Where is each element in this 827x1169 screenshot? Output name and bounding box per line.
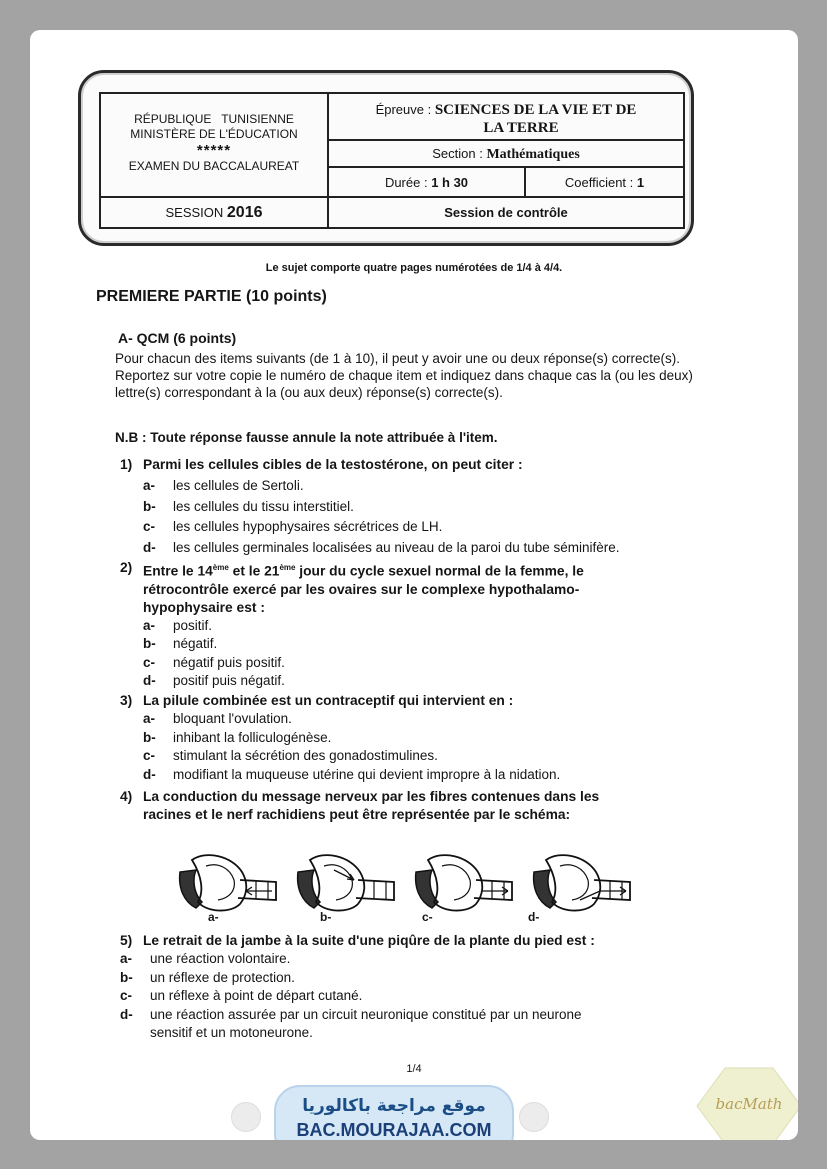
ministry-cell (101, 94, 329, 198)
option-letter: a- (120, 951, 133, 966)
ministry-text: MINISTÈRE DE L'ÉDUCATION (130, 127, 298, 141)
question-4 (120, 788, 599, 824)
duree-label: Durée : (384, 175, 432, 190)
question-sup-b: ème (279, 563, 296, 572)
option (120, 710, 560, 729)
exam-page (30, 30, 798, 1140)
banner-arabic-text: موقع مراجعة باكالوريا (302, 1096, 486, 1116)
nerve-conduction-diagrams (176, 842, 646, 934)
part-title: PREMIERE PARTIE (10 points) (96, 288, 327, 305)
question-2 (120, 559, 584, 691)
diagram-label-b: b- (320, 910, 332, 924)
question-text: La pilule combinée est un contraceptif qui intervient en : (143, 693, 514, 708)
option (120, 477, 620, 496)
option (120, 747, 560, 766)
duree-value: 1 h 30 (431, 175, 469, 190)
option-text: stimulant la sécrétion des gonadostimulines. (173, 748, 438, 763)
option (120, 654, 584, 673)
instructions-paragraph: Pour chacun des items suivants (de 1 à 10), il peut y avoir une ou deux réponse(s) correcte(s). Reportez sur votre copie le numéro de chaque item et indiquez dans chaque cas la (ou les deux) lettre(s) correspondant à la (ou aux deux) réponse(s) correcte(s). (115, 351, 693, 400)
option-text: les cellules de Sertoli. (173, 478, 304, 493)
option-letter: d- (120, 1006, 133, 1022)
option-letter: b- (120, 969, 133, 985)
option (120, 969, 595, 988)
question-text-b: et le 21 (228, 563, 280, 579)
option-text: les cellules du tissu interstitiel. (173, 498, 354, 514)
option-text: un réflexe à point de départ cutané. (150, 988, 363, 1003)
option-text: les cellules hypophysaires sécrétrices de LH. (173, 519, 443, 534)
banner-url-text: BAC.MOURAJAA.COM (296, 1120, 492, 1140)
question-text-line2: rétrocontrôle exercé par les ovaires sur le complexe hypothalamo- (143, 581, 580, 597)
site-banner-link[interactable] (274, 1085, 514, 1140)
republic-text: RÉPUBLIQUE TUNISIENNE (134, 112, 294, 126)
option (120, 766, 560, 785)
nb-note: N.B : Toute réponse fausse annule la note attribuée à l'item. (115, 430, 498, 445)
question-text-a: Entre le 14 (143, 563, 213, 579)
pages-note: Le sujet comporte quatre pages numérotées de 1/4 à 4/4. (265, 262, 563, 274)
option-letter: d- (143, 673, 156, 689)
question-3 (120, 692, 560, 784)
option-text: une réaction volontaire. (150, 951, 291, 966)
option-letter: b- (143, 729, 156, 745)
session-type-cell: Session de contrôle (444, 205, 568, 220)
option (120, 950, 595, 969)
question-text-line2: racines et le nerf rachidiens peut être représentée par le schéma: (143, 807, 571, 822)
site-logo-left-icon (231, 1102, 261, 1132)
epreuve-value-2: LA TERRE (483, 120, 559, 136)
epreuve-value-1: SCIENCES DE LA VIE ET DE (434, 102, 637, 118)
site-logo-right-icon (519, 1102, 549, 1132)
stars-text: ***** (196, 142, 232, 159)
option (120, 987, 595, 1006)
question-text: Parmi les cellules cibles de la testostérone, on peut citer : (143, 457, 523, 472)
option-letter: a- (143, 478, 156, 493)
epreuve-label: Épreuve : (375, 102, 435, 117)
option-text: inhibant la folliculogénèse. (173, 729, 332, 745)
exam-header-table (99, 92, 685, 229)
option-letter: d- (143, 766, 156, 782)
option-text: négatif. (173, 636, 218, 652)
session-year: 2016 (226, 204, 263, 221)
option (120, 672, 584, 691)
diagram-d (534, 855, 630, 910)
option-letter: b- (143, 636, 156, 652)
option-letter: a- (143, 617, 156, 633)
diagram-label-c: c- (422, 910, 433, 924)
option-continuation: sensitif et un motoneurone. (150, 1025, 313, 1040)
section-label: Section : (432, 146, 487, 161)
question-text-line1: La conduction du message nerveux par les fibres contenues dans les (143, 789, 600, 804)
page-number: 1/4 (406, 1063, 422, 1075)
diagram-a (180, 855, 276, 910)
option-letter: a- (143, 711, 156, 726)
diagram-b (298, 855, 394, 910)
question-text-line3: hypophysaire est : (143, 599, 265, 615)
option (120, 539, 620, 558)
option-text: un réflexe de protection. (150, 969, 295, 985)
question-sup-a: ème (212, 563, 229, 572)
coefficient-cell (526, 168, 683, 198)
question-text: Le retrait de la jambe à la suite d'une piqûre de la plante du pied est : (143, 933, 595, 948)
option-text: positif puis négatif. (173, 673, 285, 689)
option-letter: d- (143, 539, 156, 555)
bacmath-badge-text: bacMath (715, 1095, 783, 1113)
option (120, 1006, 595, 1025)
option-text: bloquant l'ovulation. (173, 711, 292, 726)
diagram-c (416, 855, 512, 910)
exam-header-frame (78, 70, 694, 246)
option (120, 498, 620, 517)
option-text: modifiant la muqueuse utérine qui devient impropre à la nidation. (173, 766, 561, 782)
question-number: 5) (120, 933, 133, 948)
question-number: 3) (120, 693, 133, 708)
option-letter: c- (143, 654, 156, 670)
duree-cell (329, 168, 526, 198)
question-number: 2) (120, 560, 133, 575)
diagram-label-a: a- (208, 910, 219, 924)
question-number: 4) (120, 789, 133, 804)
section-a-title: A- QCM (6 points) (118, 330, 237, 346)
epreuve-cell (329, 94, 683, 141)
option-letter: c- (143, 519, 156, 534)
session-label: SESSION (165, 205, 227, 220)
option (120, 729, 560, 748)
question-text-c: jour du cycle sexuel normal de la femme, le (295, 563, 584, 579)
exam-text: EXAMEN DU BACCALAUREAT (128, 159, 300, 173)
option (120, 635, 584, 654)
option-letter: c- (143, 748, 156, 763)
question-1 (120, 456, 620, 557)
option-text: une réaction assurée par un circuit neuronique constitué par un neurone (150, 1006, 582, 1022)
option (120, 617, 584, 636)
option-text: négatif puis positif. (173, 654, 285, 670)
option-text: positif. (173, 617, 213, 633)
coef-value: 1 (636, 175, 645, 190)
option-text: les cellules germinales localisées au niveau de la paroi du tube séminifère. (173, 539, 620, 555)
question-5 (120, 932, 595, 1043)
option (120, 518, 620, 537)
question-number: 1) (120, 457, 133, 472)
coef-label: Coefficient : (564, 175, 637, 190)
diagram-label-d: d- (528, 910, 540, 924)
option-letter: b- (143, 498, 156, 514)
option-letter: c- (120, 988, 133, 1003)
section-value: Mathématiques (486, 147, 580, 162)
session-cell (101, 198, 329, 227)
section-cell (329, 141, 683, 168)
